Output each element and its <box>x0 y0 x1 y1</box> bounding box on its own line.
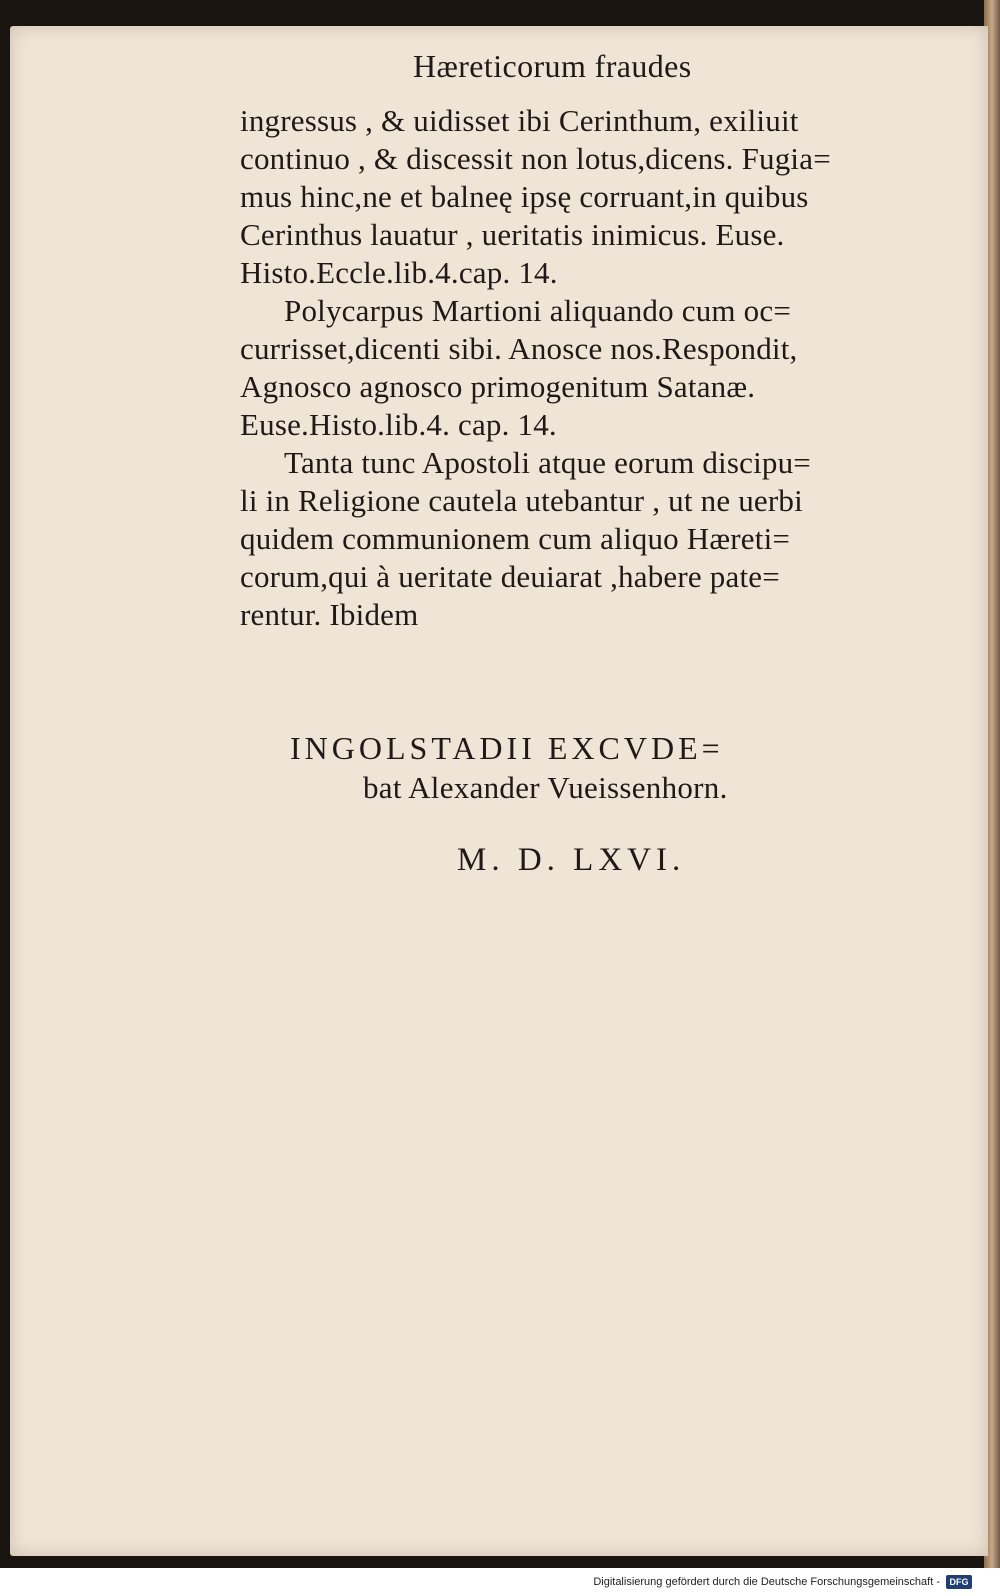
text-line: Euse.Histo.lib.4. cap. 14. <box>240 407 557 442</box>
text-line: Cerinthus lauatur , ueritatis inimicus. Euse. <box>240 217 785 252</box>
text-line: Histo.Eccle.lib.4.cap. 14. <box>240 255 558 290</box>
running-head: Hæreticorum fraudes <box>413 48 692 84</box>
text-line: continuo , & discessit non lotus,dicens. Fugia= <box>240 141 831 176</box>
text-line: mus hinc,ne et balneę ipsę corruant,in quibus <box>240 179 809 214</box>
text-line: rentur. Ibidem <box>240 597 419 632</box>
text-line: Polycarpus Martioni aliquando cum oc= <box>284 293 792 328</box>
imprint-line-1: INGOLSTADII EXCVDE= <box>290 730 724 766</box>
imprint-line-2: bat Alexander Vueissenhorn. <box>363 770 728 805</box>
text-line: corum,qui à ueritate deuiarat ,habere pate= <box>240 559 780 594</box>
text-line: ingressus , & uidisset ibi Cerinthum, exiliuit <box>240 103 799 138</box>
body-text <box>240 102 831 634</box>
text-line: quidem communionem cum aliquo Hæreti= <box>240 521 791 556</box>
text-line: li in Religione cautela utebantur , ut ne uerbi <box>240 483 803 518</box>
dfg-logo: DFG <box>946 1575 972 1589</box>
footer-credit: Digitalisierung gefördert durch die Deutsche Forschungsgemeinschaft - <box>593 1576 940 1588</box>
text-line: currisset,dicenti sibi. Anosce nos.Respondit, <box>240 331 798 366</box>
imprint-date: M. D. LXVI. <box>457 842 686 878</box>
text-line: Tanta tunc Apostoli atque eorum discipu= <box>284 445 811 480</box>
text-line: Agnosco agnosco primogenitum Satanæ. <box>240 369 756 404</box>
